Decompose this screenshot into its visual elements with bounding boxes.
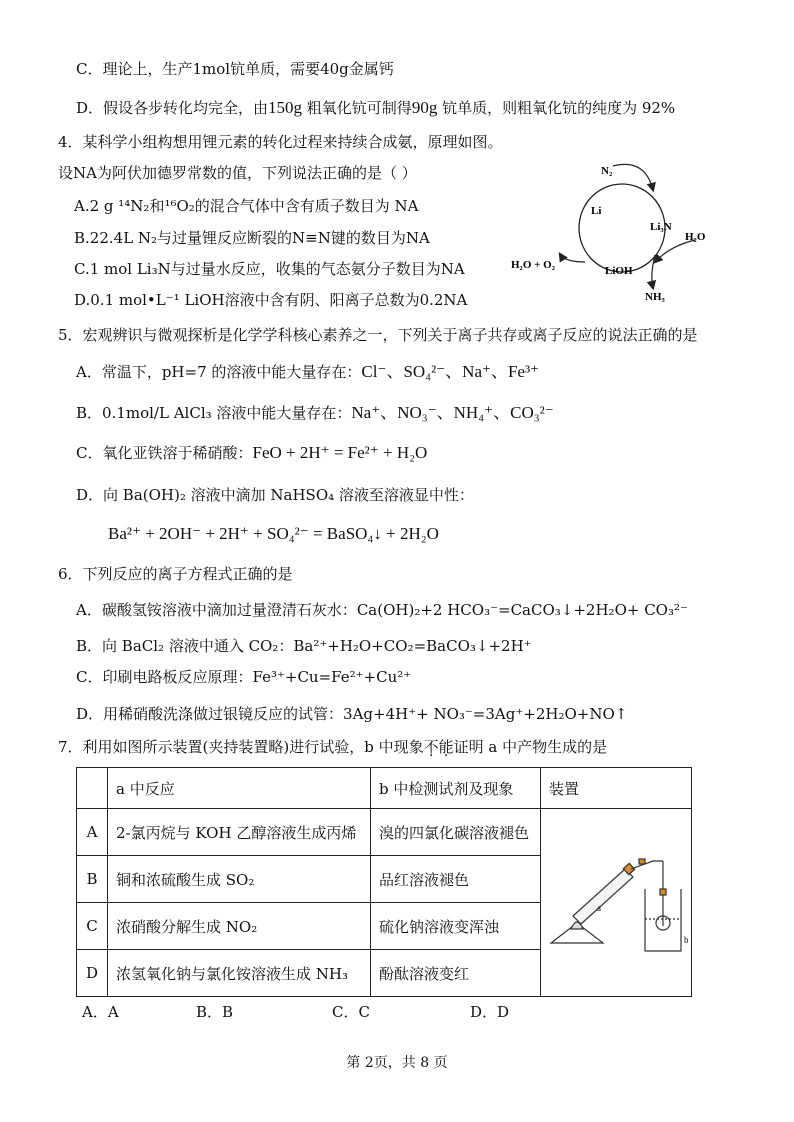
q6-stem: 6．下列反应的离子方程式正确的是 <box>58 565 293 583</box>
q7-choice-b: B．B <box>196 1003 234 1021</box>
q5-option-b <box>76 403 554 423</box>
q4-stem-2: 设NA为阿伏加德罗常数的值，下列说法正确的是（ ） <box>58 164 417 182</box>
q5-option-c <box>76 443 427 463</box>
row-label: B <box>77 856 108 903</box>
q5-option-a <box>76 362 539 382</box>
q5-option-b-ions: Na⁺、NO₃⁻、NH₄⁺、CO₃²⁻ <box>351 403 554 422</box>
q5-stem: 5．宏观辨识与微观探析是化学学科核心素养之一，下列关于离子共存或离子反应的说法正确的是 <box>58 326 698 344</box>
q5-option-a-ions: Cl⁻、SO₄²⁻、Na⁺、Fe³⁺ <box>361 362 540 381</box>
q7-emphasis-1: 不 <box>423 738 439 756</box>
q4-option-a: A.2 g ¹⁴N₂和¹⁶O₂的混合气体中含有质子数目为 NA <box>74 197 419 215</box>
table-header-row <box>77 768 692 809</box>
row-reaction: 2-氯丙烷与 KOH 乙醇溶液生成丙烯 <box>108 809 371 856</box>
apparatus-label-b: b <box>684 934 689 945</box>
header-cell-test: b 中检测试剂及现象 <box>371 768 541 809</box>
q7-emphasis-2: 能 <box>438 738 454 756</box>
q6-option-b: B．向 BaCl₂ 溶液中通入 CO₂：Ba²⁺+H₂O+CO₂=BaCO₃↓+2H⁺ <box>76 637 532 655</box>
q3-mass-2: 90g <box>411 98 438 117</box>
row-test: 溴的四氯化碳溶液褪色 <box>371 809 541 856</box>
q3-option-d-part2: 粗氧化钪可制得 <box>302 99 412 117</box>
clamp-joint <box>639 859 645 864</box>
row-label: C <box>77 903 108 950</box>
q5-option-a-text: A．常温下，pH=7 的溶液中能大量存在： <box>76 363 362 381</box>
table-row <box>77 809 692 856</box>
test-tube-a <box>573 869 633 924</box>
q3-option-d-part1: D．假设各步转化均完全，由 <box>76 99 269 117</box>
row-reaction: 浓氢氧化钠与氯化铵溶液生成 NH₃ <box>108 950 371 997</box>
label-nh3: NH₃ <box>645 291 665 303</box>
q3-option-d <box>76 98 675 118</box>
q5-option-d-equation: Ba²⁺ + 2OH⁻ + 2H⁺ + SO₄²⁻ = BaSO₄↓ + 2H₂O <box>108 524 439 543</box>
header-cell-reaction: a 中反应 <box>108 768 371 809</box>
label-li3n: Li₃N <box>650 221 672 233</box>
q7-choice-d: D．D <box>470 1003 510 1021</box>
apparatus-label-a: a <box>597 902 601 913</box>
q3-option-c: C．理论上，生产1mol钪单质，需要40g金属钙 <box>76 60 394 78</box>
page-footer: 第 2页，共 8 页 <box>346 1055 448 1071</box>
lithium-cycle-diagram <box>505 150 735 305</box>
stopper-b <box>660 889 666 895</box>
delivery-tube-1 <box>631 861 663 869</box>
q4-option-b: B.22.4L N₂与过量锂反应断裂的N≡N键的数目为NA <box>74 229 430 247</box>
q7-stem <box>58 737 607 757</box>
q7-stem-part2: 证明 a 中产物生成的是 <box>453 738 608 756</box>
apparatus-diagram <box>541 831 691 971</box>
q5-option-d: D．向 Ba(OH)₂ 溶液中滴加 NaHSO₄ 溶液至溶液显中性： <box>76 486 474 504</box>
label-li: Li <box>591 205 602 217</box>
apparatus-cell <box>541 809 692 997</box>
row-test: 酚酞溶液变红 <box>371 950 541 997</box>
label-n2: N₂ <box>601 165 613 177</box>
label-h2o-o2: H₂O + O₂ <box>511 259 556 271</box>
row-test: 品红溶液褪色 <box>371 856 541 903</box>
q4-option-d: D.0.1 mol•L⁻¹ LiOH溶液中含有阴、阳离子总数为0.2NA <box>74 291 468 309</box>
q7-choice-a: A．A <box>82 1003 119 1021</box>
q6-option-d: D．用稀硝酸洗涤做过银镜反应的试管：3Ag+4H⁺+ NO₃⁻=3Ag⁺+2H₂O+NO↑ <box>76 705 628 723</box>
q7-stem-part1: 7．利用如图所示装置(夹持装置略)进行试验，b 中现象 <box>58 738 424 756</box>
o2-arrow <box>560 254 585 262</box>
q4-option-c: C.1 mol Li₃N与过量水反应，收集的气态氨分子数目为NA <box>74 260 465 278</box>
q5-option-c-equation: FeO + 2H⁺ = Fe²⁺ + H₂O <box>252 443 428 462</box>
row-test: 硫化钠溶液变浑浊 <box>371 903 541 950</box>
label-lioh: LiOH <box>605 265 633 277</box>
n2-arrow <box>613 164 653 190</box>
q5-option-c-text: C．氧化亚铁溶于稀硝酸： <box>76 444 253 462</box>
q3-option-d-part3: 钪单质，则粗氧化钪的纯度为 92% <box>437 99 676 117</box>
water-arrow <box>655 240 695 262</box>
q7-table <box>76 767 692 997</box>
row-reaction: 铜和浓硫酸生成 SO₂ <box>108 856 371 903</box>
q3-mass-1: 150g <box>268 98 303 117</box>
q7-choice-c: C．C <box>332 1003 370 1021</box>
header-cell-apparatus: 装置 <box>541 768 692 809</box>
row-label: A <box>77 809 108 856</box>
q6-option-c: C．印刷电路板反应原理：Fe³⁺+Cu=Fe²⁺+Cu²⁺ <box>76 668 412 686</box>
label-h2o: H₂O <box>685 231 706 243</box>
row-label: D <box>77 950 108 997</box>
header-cell-blank <box>77 768 108 809</box>
q6-option-a: A．碳酸氢铵溶液中滴加过量澄清石灰水：Ca(OH)₂+2 HCO₃⁻=CaCO₃↓+2H₂O+ CO₃²⁻ <box>76 601 688 619</box>
row-reaction: 浓硝酸分解生成 NO₂ <box>108 903 371 950</box>
q4-stem: 4．某科学小组构想用锂元素的转化过程来持续合成氨，原理如图。 <box>58 133 503 151</box>
q5-option-b-text: B．0.1mol/L AlCl₃ 溶液中能大量存在： <box>76 404 352 422</box>
